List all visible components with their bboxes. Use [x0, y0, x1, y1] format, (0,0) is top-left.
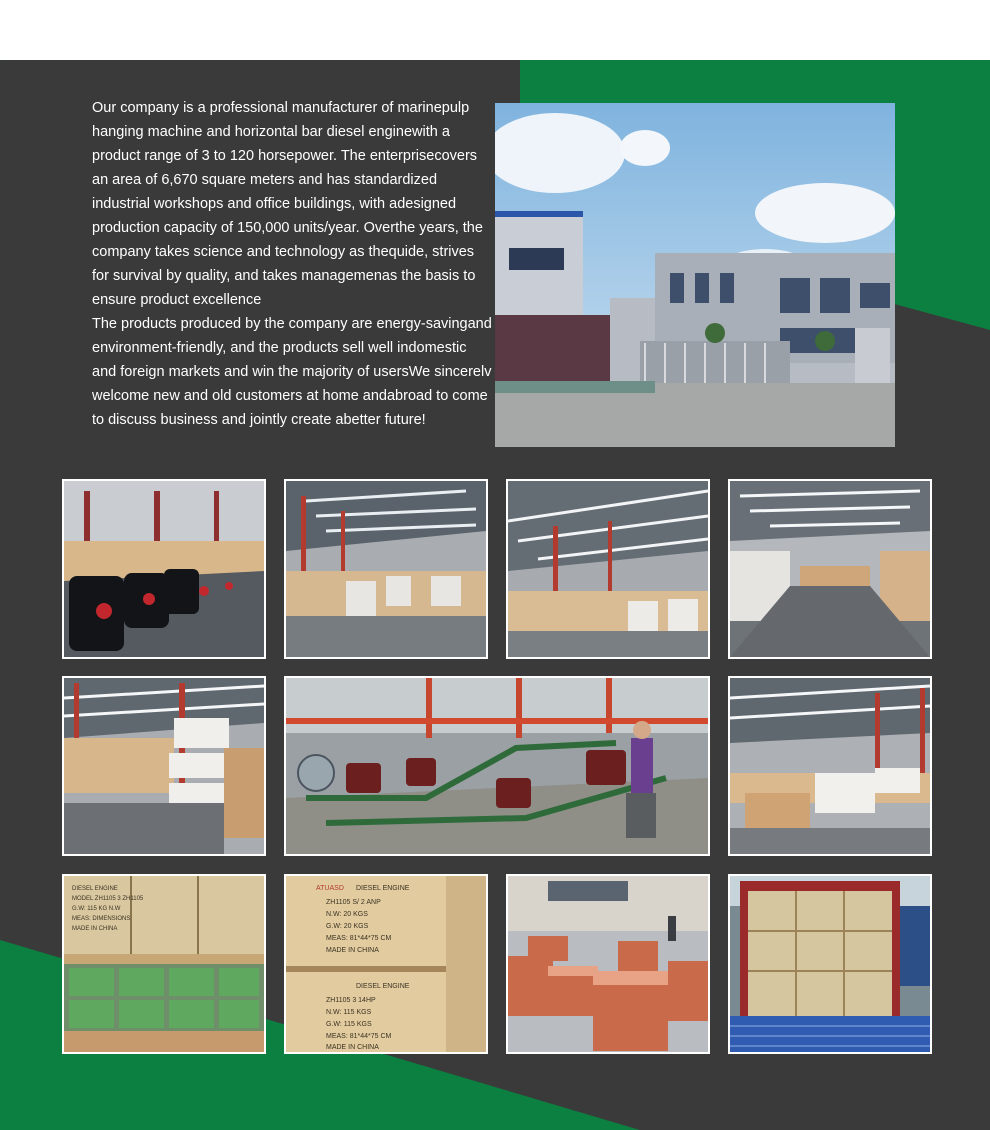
- assembly-line-engines-photo: [62, 479, 266, 659]
- diesel-engine-crates-photo: [284, 874, 488, 1054]
- crate-top-line-3: N.W: 20 KGS: [326, 911, 368, 918]
- crate-label-line-1: DIESEL ENGINE: [72, 886, 118, 892]
- crate-bottom-line-2: ZH1105 3 14HP: [326, 997, 376, 1004]
- warehouse-crates-photo: [728, 676, 932, 856]
- crate-top-line-5: MEAS: 81*44*75 CM: [326, 935, 392, 942]
- company-intro-text: [92, 96, 492, 432]
- wooden-crates-green-photo: [62, 874, 266, 1054]
- crate-top-line-4: G.W: 20 KGS: [326, 923, 369, 930]
- crate-top-line-1: DIESEL ENGINE: [356, 885, 410, 892]
- crate-label-line-5: MADE IN CHINA: [72, 926, 118, 932]
- warehouse-boxes-photo: [62, 676, 266, 856]
- crate-bottom-line-4: G.W: 115 KGS: [326, 1021, 372, 1028]
- warehouse-stock-photo-1: [284, 479, 488, 659]
- crate-brand-label: ATUASD: [316, 885, 344, 892]
- export-cartons-photo: [506, 874, 710, 1054]
- crate-bottom-line-1: DIESEL ENGINE: [356, 983, 410, 990]
- crate-label-line-3: G.W: 115 KG N.W: [72, 906, 121, 912]
- crate-label-line-2: MODEL ZH1105 3 ZH1105: [72, 896, 144, 902]
- crate-bottom-line-3: N.W: 115 KGS: [326, 1009, 372, 1016]
- crate-bottom-line-5: MEAS: 81*44*75 CM: [326, 1033, 392, 1040]
- crate-top-line-6: MADE IN CHINA: [326, 947, 379, 954]
- warehouse-stock-photo-2: [506, 479, 710, 659]
- intro-paragraph-2: The products produced by the company are energy-savingand environment-friendly, and the products sell well indomestic and foreign markets and win the majority of usersWe sincerelv welcome new and old customers at home andabroad to come to discuss business and jointly create abetter future!: [92, 316, 492, 428]
- container-loading-photo: [728, 874, 932, 1054]
- engine-assembly-line-photo: [284, 676, 710, 856]
- warehouse-aisle-photo: [728, 479, 932, 659]
- crate-top-line-2: ZH1105 S/ 2 ANP: [326, 899, 381, 906]
- intro-paragraph-1: Our company is a professional manufacturer of marinepulp hanging machine and horizontal bar diesel enginewith a product range of 3 to 120 horsepower. The enterprisecovers an area of 6,670 square meters and has standardized industrial workshops and office buildings, with adesigned production capacity of 150,000 units/year. Overthe years, the company takes science and technology as thequide, strives for survival by quality, and takes managemenas the basis to ensure product excellence: [92, 100, 483, 308]
- crate-label-line-4: MEAS: DIMENSIONS: [72, 916, 131, 922]
- crate-bottom-line-6: MADE IN CHINA: [326, 1044, 379, 1051]
- factory-building-photo: [495, 103, 895, 447]
